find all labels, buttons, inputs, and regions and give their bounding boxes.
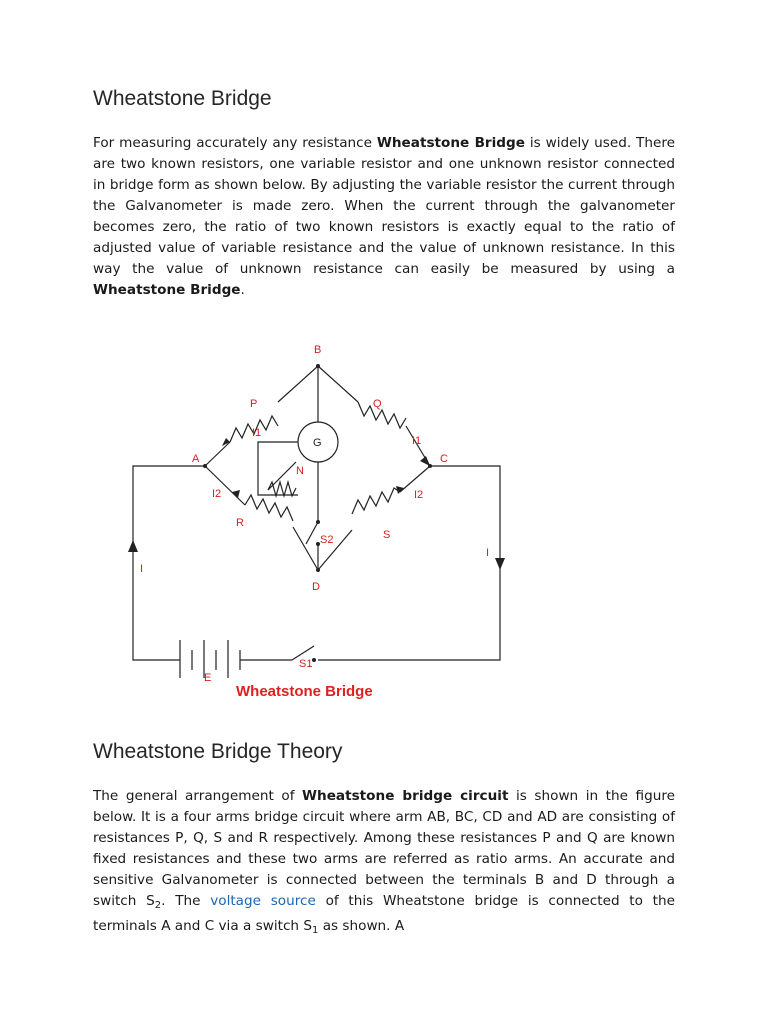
theory-text-4: of this Wheatstone bridge is connected to the terminals A and C via a switch S [93,893,675,934]
label-s: S [383,529,391,541]
theory-paragraph [93,786,675,941]
variable-resistor-n-icon [268,482,296,496]
label-i1-left: I1 [252,427,262,439]
theory-text-2: is shown in the figure below. It is a four arms bridge circuit where arm AB, BC, CD and AD are consisting of resistances P, Q, S and R respectively. Among these resistances P and Q are known fixed resistances and these two arms are referred as ratio arms. An accurate and sensitive Galvanometer is connected between the terminals B and D through a switch S [93,788,675,909]
label-i-right: I [486,547,490,559]
intro-bold-2: Wheatstone Bridge [93,282,241,298]
resistor-s-icon [352,488,400,514]
arrow-i1-right-icon [420,456,430,466]
label-n: N [296,465,304,477]
label-b: B [314,344,322,356]
voltage-source-link[interactable]: voltage source [210,893,316,909]
intro-bold-1: Wheatstone Bridge [376,135,525,151]
intro-paragraph [93,133,675,301]
bridge-wires [133,366,500,660]
label-s2: S2 [320,534,334,546]
theory-text-3: . The [161,893,211,909]
intro-text-end: . [240,282,245,298]
theory-text-5: as shown. A [318,918,405,934]
label-g: G [313,437,322,449]
label-p: P [250,398,258,410]
label-a: A [192,453,200,465]
arrow-i1-left-icon [222,438,230,446]
arrow-i-right-icon [495,558,505,570]
diagram-caption: Wheatstone Bridge [236,683,373,700]
label-i-left: I [140,563,144,575]
wheatstone-bridge-diagram [0,330,768,710]
label-i2-right: I2 [414,489,424,501]
label-i2-left: I2 [212,488,222,500]
theory-bold-1: Wheatstone bridge circuit [302,788,509,804]
label-d: D [312,581,320,593]
section-heading-wheatstone-bridge: Wheatstone Bridge [93,87,272,110]
label-c: C [440,453,448,465]
theory-sub-2: 2 [154,900,162,911]
current-arrows [128,438,505,570]
resistor-r-icon [245,495,293,521]
label-r: R [236,517,244,529]
label-q: Q [373,398,382,410]
arrow-i-left-icon [128,540,138,552]
section-heading-theory: Wheatstone Bridge Theory [93,740,343,763]
intro-text-2: is widely used. There are two known resistors, one variable resistor and one unknown resistor connected in bridge form as shown below. By adjusting the variable resistor the current through the Galvanometer is made zero. When the current through the galvanometer becomes zero, the ratio of two known resistors is exactly equal to the ratio of adjusted value of variable resistance and the value of unknown resistance. In this way the value of unknown resistance can easily be measured by using a [93,135,675,277]
label-i1-right: I1 [412,435,422,447]
switch-s2-icon [306,522,318,544]
theory-sub-1: 1 [312,925,319,936]
label-s1: S1 [299,658,313,670]
label-e: E [204,672,212,684]
theory-text-1: The general arrangement of [93,788,303,804]
resistor-q-icon [358,402,406,428]
intro-text-1: For measuring accurately any resistance [93,135,377,151]
